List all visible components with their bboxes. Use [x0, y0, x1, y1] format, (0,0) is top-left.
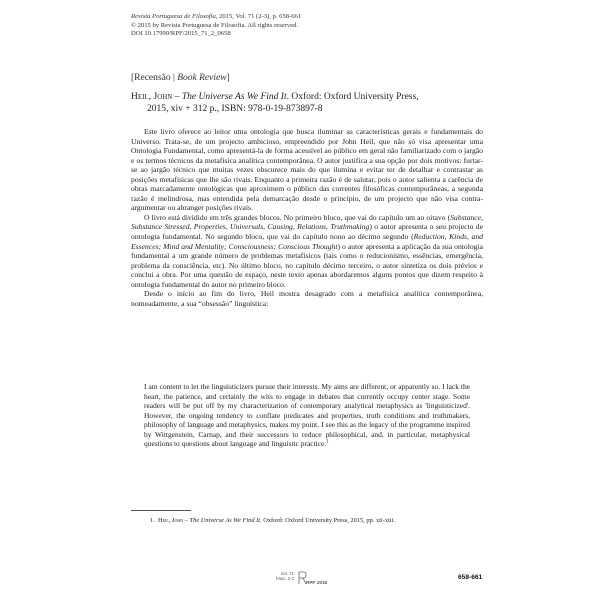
- footer-logo-text: RPF: [306, 580, 316, 585]
- section-label: [Recensão | Book Review]: [131, 73, 230, 83]
- footer-volume: Vol. 71: [280, 571, 294, 576]
- footer-fasc: Fasc. 2-3: [275, 576, 294, 582]
- paragraph-3: Desde o início ao fim do livro, Heil mostra desagrado com a metafísica analítica contemporânea, nomeadamente, a sua “obsessão” linguística:: [131, 289, 483, 308]
- citation-author: Heil, John: [131, 92, 173, 102]
- book-citation: Heil, John – The Universe As We Find It. Oxford: Oxford University Press, 2015, xiv + 312 p., ISBN: 978-0-19-873897-8: [131, 92, 471, 115]
- footnote-separator: [131, 510, 191, 511]
- page-range: 658-661: [458, 574, 483, 581]
- review-body: [131, 127, 483, 308]
- footnote-ref: 1: [326, 439, 329, 445]
- footer-year: 2015: [317, 580, 328, 585]
- citation-details: 2015, xiv + 312 p., ISBN: 978-0-19-873897-8: [147, 103, 323, 114]
- footnote: 1. Heil, John – The Universe As We Find It. Oxford: Oxford University Press, 2015, pp. xii-xiii.: [150, 517, 395, 524]
- doi-line: DOI 10.17990/RPF/2015_71_2_0658: [131, 30, 231, 38]
- paragraph-1: Este livro oferece ao leitor uma ontologia que busca iluminar as características gerais e fundamentais do Universo. Trata-se, de um projecto ambicioso, empreendido por John Heil, que não só visa apresentar uma Ontologia Fundamental, como apresentá-la de forma acessível ao público em geral não familiarizado com o jargão e os termos técnicos da metafísica analítica contemporânea. O autor justifica a sua opção por dois motivos: furtar-se ao jargão técnico que muitas vezes obscurece mais do que ilumina e evitar ter de detalhar e contrastar as posições metafísicas que lhe são rivais. Enquanto a primeira razão é de salutar, pois o autor salienta a carência de obras marcadamente ontológicas que aproximem o público das correntes filosóficas contemporâneas, a segunda razão é melindrosa, mas entendida pela demarcação desde o princípio, de um projecto que não visa contra-argumentar ou abranger posições rivais.: [131, 127, 483, 213]
- journal-issue: , 2015, Vol. 71 (2-3), p. 658-661: [215, 13, 302, 20]
- copyright-line: © 2015 by Revista Portuguesa de Filosofia. All rights reserved.: [131, 21, 299, 29]
- journal-header: [131, 13, 301, 39]
- citation-title: The Universe As We Find It: [181, 92, 287, 102]
- journal-name: Revista Portuguesa de Filosofia: [131, 13, 216, 20]
- paragraph-2: O livro está dividido em três grandes blocos. No primeiro bloco, que vai do capítulo um ao oitavo (Substance, Substance Stressed, Properties, Universals, Causing, Relations, Truthmaking) o autor apresenta o seu projecto de ontologia fundamental. No segundo bloco, que vai do capítulo nono ao décimo segundo (Reduction, Kinds, and Essences; Mind and Mentality; Consciousness; Conscious Thought) o autor apresenta a aplicação da sua ontologia fundamental a um grande número de problemas metafísicos (tais como o reducionismo, essências, emergência, problema da consciência, etc). No último bloco, no capítulo décimo terceiro, o autor sintetiza os dois prévios e conclui a obra. Por uma questão de espaço, neste texto apenas abordaremos alguns pontos que dizem respeito à ontologia fundamental do autor no primeiro bloco.: [131, 212, 484, 289]
- block-quote: I am content to let the linguisticizers pursue their interests. My aims are different, or apparently so. I lack the heart, the patience, and certainly the wits to engage in debates that currently occupy center stage. Some readers will be put off by my characterization of contemporary analytical metaphysics as 'linguisticized'. However, the ongoing tendency to conflate predicates and properties, truth conditions and truthmakers, philosophy of language and metaphysics, makes my point. I see this as the legacy of the programme inspired by Wittgenstein, Carnap, and their successors to reduce philosophical, and, in particular, metaphysical questions to questions about language and linguistic practice.$^1$: [144, 382, 470, 448]
- section-label-en: Book Review: [177, 73, 227, 83]
